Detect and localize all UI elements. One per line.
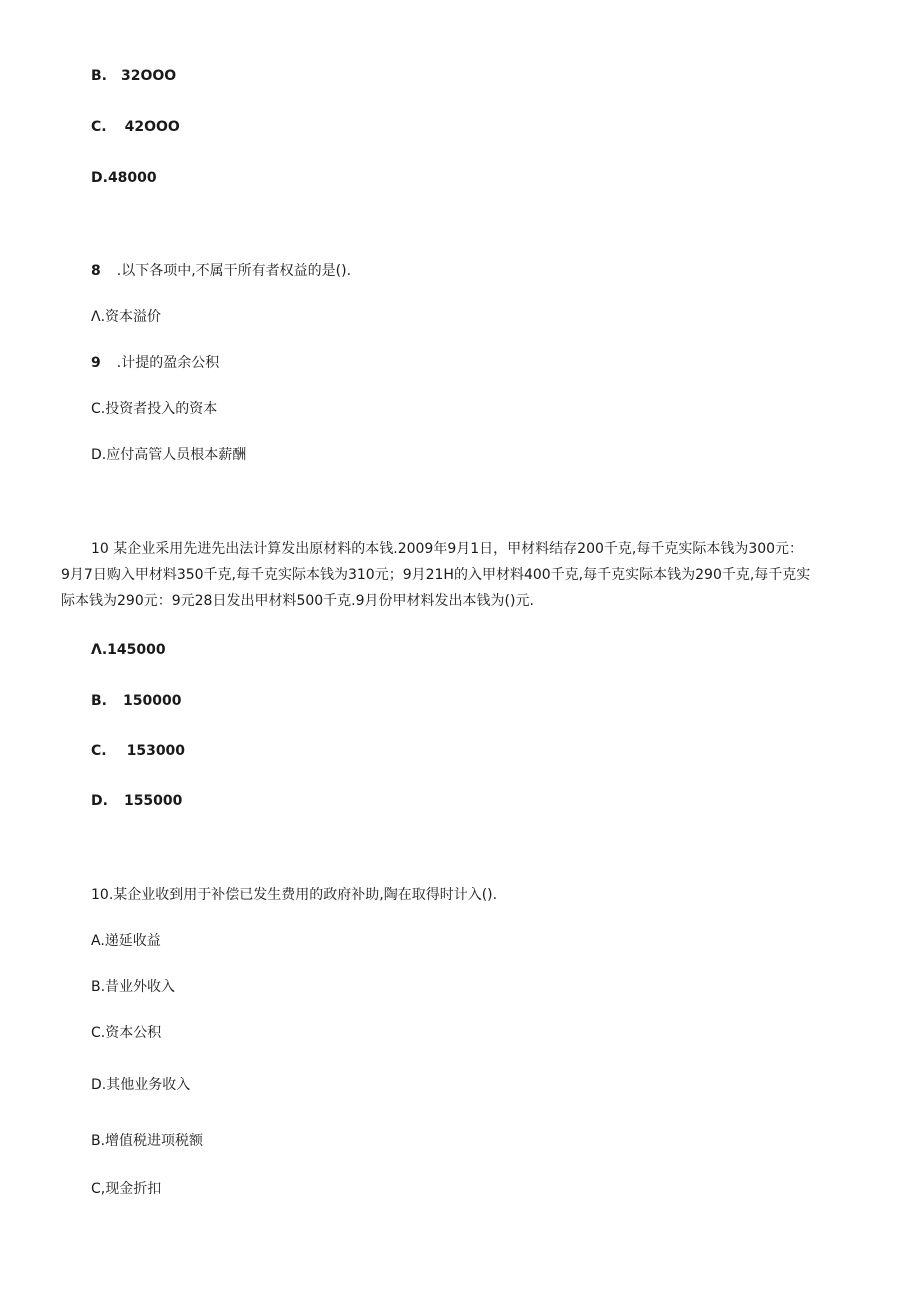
question-text: 10 某企业采用先进先出法计算发出原材料的本钱.2009年9月1日，甲材料结存200千克,每千克实际本钱为300元：: [91, 541, 804, 557]
question-text: 际本钱为290元：9元28日发出甲材料500千克.9月份甲材料发出本钱为()元.: [61, 593, 534, 609]
option-text: A.递延收益: [91, 933, 161, 949]
option-label: D.48000: [91, 170, 157, 186]
option-text: C.投资者投入的资本: [91, 401, 218, 417]
question-8: [91, 262, 351, 280]
option-label: B.: [91, 68, 107, 84]
question-text: 10.某企业收到用于补偿已发生费用的政府补助,陶在取得时计入().: [91, 887, 498, 903]
question-10a-line1: [91, 540, 803, 558]
q10b-option-d: [91, 1076, 190, 1094]
question-10a-line3: [61, 592, 534, 610]
option-label: C.: [91, 119, 107, 135]
q10b-option-e: [91, 1132, 203, 1150]
option-text: 153000: [126, 743, 186, 759]
option-text: 42OOO: [124, 119, 180, 135]
option-d: [91, 169, 157, 187]
option-text: 32OOO: [121, 68, 177, 84]
option-label: C.: [91, 743, 107, 759]
q10b-option-f: [91, 1180, 161, 1198]
q10b-option-c: [91, 1024, 161, 1042]
option-text: 155000: [123, 793, 183, 809]
q10a-option-a: [91, 641, 166, 659]
question-10a-line2: [61, 566, 810, 584]
q8-option-a: [91, 308, 161, 326]
question-text: 9月7日购入甲材料350千克,每千克实际本钱为310元；9月21H的入甲材料400千克,每千克实际本钱为290千克,每千克实: [61, 567, 811, 583]
q8-option-b: [91, 354, 219, 372]
option-text: .计提的盈余公积: [116, 355, 220, 371]
q10a-option-c: [91, 742, 185, 760]
q10a-option-d: [91, 792, 182, 810]
option-b: [91, 67, 176, 85]
q8-option-d: [91, 446, 246, 464]
option-text: D.其他业务收入: [91, 1077, 191, 1093]
option-label: Λ.145000: [91, 642, 166, 658]
option-text: C.资本公积: [91, 1025, 162, 1041]
option-text: D.应付高管人员根本薪酬: [91, 447, 247, 463]
option-text: 150000: [123, 693, 182, 709]
q10b-option-b: [91, 978, 175, 996]
question-text: .以下各项中,不属干所有者权益的是().: [116, 263, 352, 279]
option-label: B.: [91, 693, 107, 709]
option-label: D.: [91, 793, 108, 809]
option-text: B.昔业外收入: [91, 979, 176, 995]
q10a-option-b: [91, 692, 181, 710]
option-c: [91, 118, 180, 136]
option-number: 9: [91, 355, 101, 371]
q8-option-c: [91, 400, 217, 418]
question-10b: [91, 886, 497, 904]
option-text: C,现金折扣: [91, 1181, 162, 1197]
q10b-option-a: [91, 932, 161, 950]
option-text: Λ.资本溢价: [91, 309, 162, 325]
option-text: B.增值税进项税额: [91, 1133, 204, 1149]
question-number: 8: [91, 263, 101, 279]
